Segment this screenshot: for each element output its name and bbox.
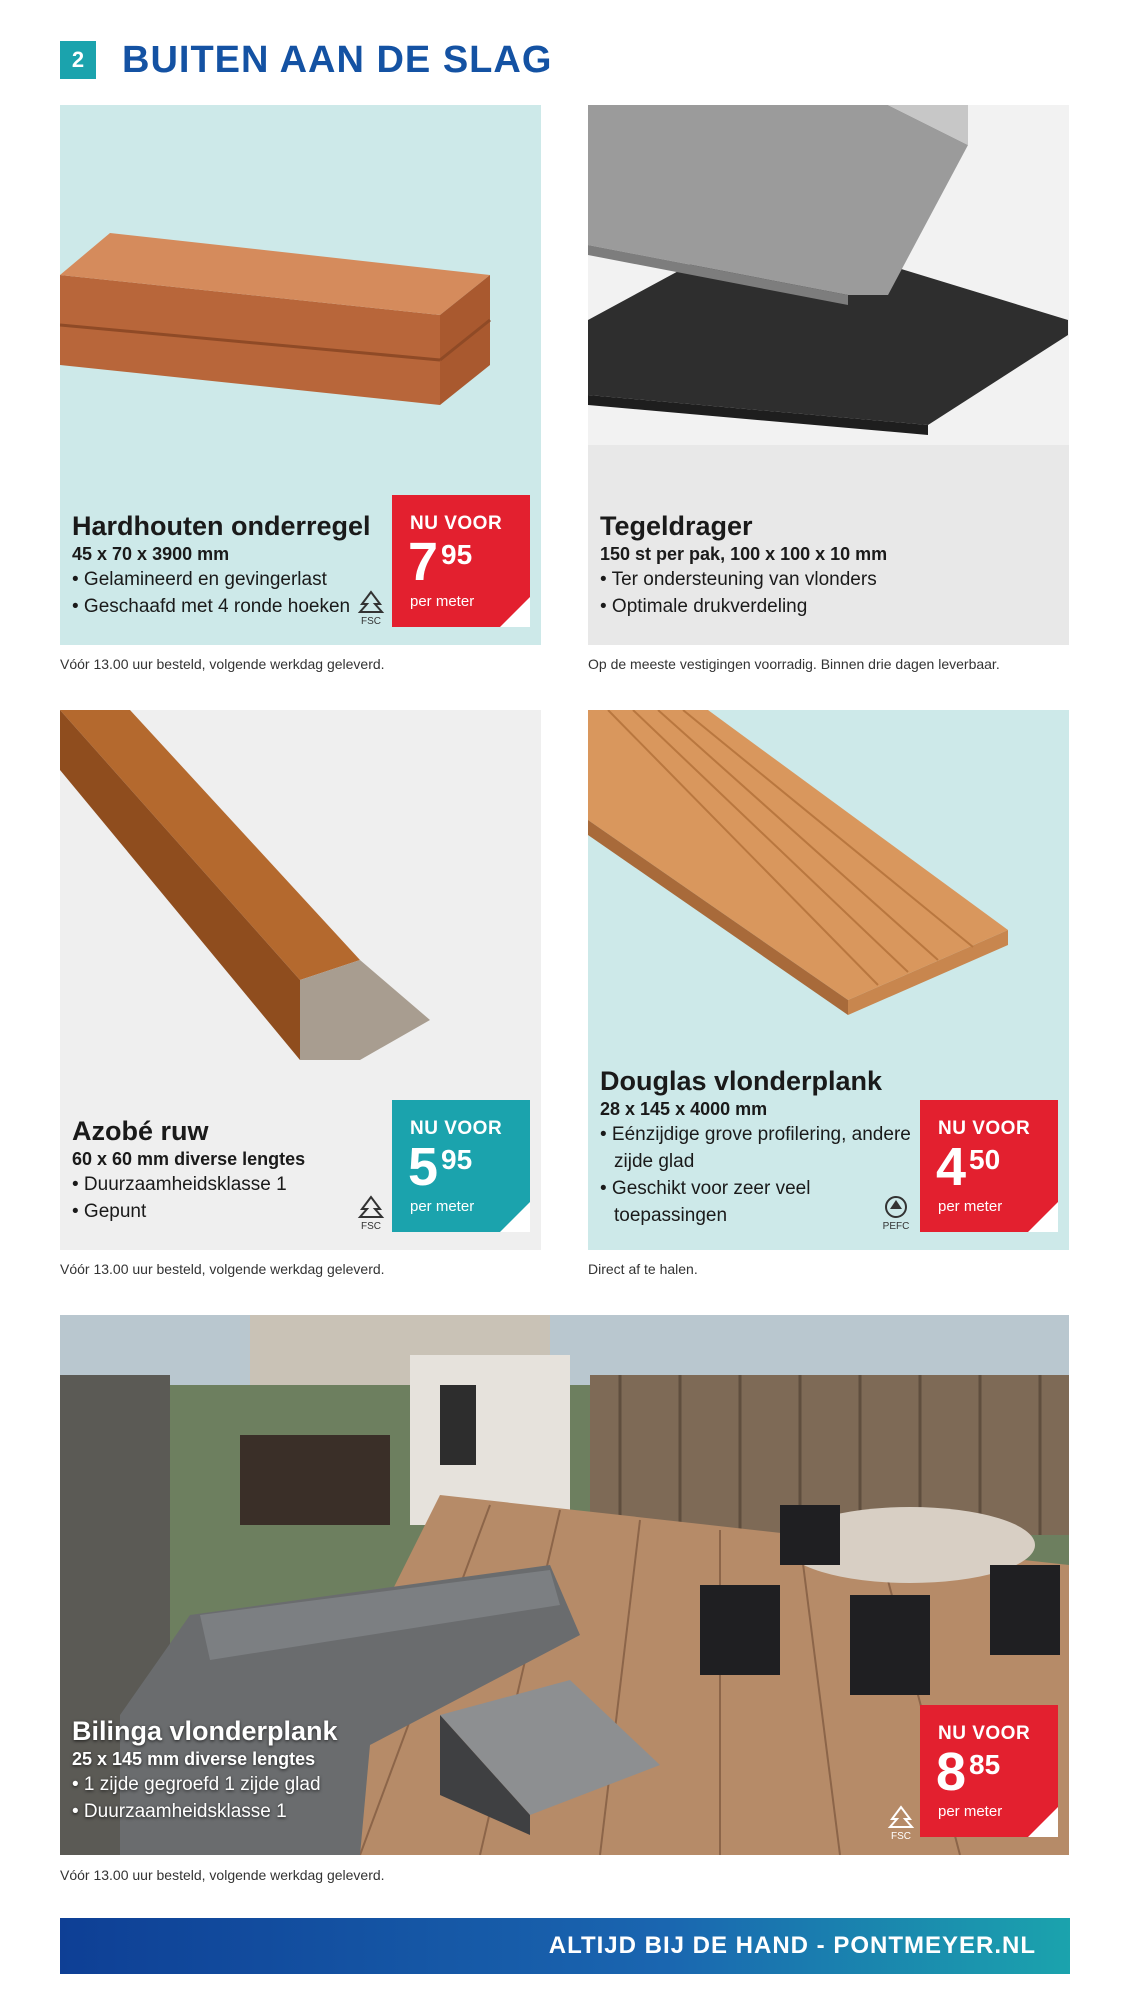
footer-banner[interactable] xyxy=(60,1918,1070,1974)
product-name: Tegeldrager xyxy=(600,511,753,541)
price-unit: per meter xyxy=(410,1198,475,1215)
product-feature: • Duurzaamheidsklasse 1 xyxy=(72,1801,287,1822)
delivery-caption: Direct af te halen. xyxy=(588,1261,698,1277)
footer-text: ALTIJD BIJ DE HAND - PONTMEYER.NL xyxy=(548,1932,1036,1959)
price-label: NU VOOR xyxy=(410,513,503,534)
price-tag xyxy=(392,1100,530,1232)
product-feature: • Eénzijdige grove profilering, andere xyxy=(600,1124,911,1145)
price-euros: 4 xyxy=(936,1137,967,1197)
product-dimensions: 25 x 145 mm diverse lengtes xyxy=(72,1749,316,1769)
product-feature: • Gelamineerd en gevingerlast xyxy=(72,569,327,590)
product-card-tegeldrager[interactable] xyxy=(588,105,1069,645)
delivery-caption: Vóór 13.00 uur besteld, volgende werkdag geleverd. xyxy=(60,1867,385,1883)
fsc-logo-icon xyxy=(353,590,389,630)
price-euros: 5 xyxy=(408,1137,439,1197)
price-cents: 95 xyxy=(441,539,473,570)
price-unit: per meter xyxy=(938,1803,1003,1820)
azobe-post-image xyxy=(60,710,541,1080)
tile-support-image xyxy=(588,105,1069,445)
delivery-caption: Vóór 13.00 uur besteld, volgende werkdag geleverd. xyxy=(60,656,385,672)
fsc-label: FSC xyxy=(361,616,381,627)
product-card-bilinga[interactable] xyxy=(60,1315,1069,1855)
fsc-logo-icon xyxy=(883,1805,919,1845)
delivery-caption: Op de meeste vestigingen voorradig. Binnen drie dagen leverbaar. xyxy=(588,656,1000,672)
product-feature: • Geschaafd met 4 ronde hoeken xyxy=(72,596,351,617)
product-feature: • Optimale drukverdeling xyxy=(600,596,808,617)
price-unit: per meter xyxy=(938,1198,1003,1215)
fsc-label: FSC xyxy=(361,1221,381,1232)
product-feature: zijde glad xyxy=(614,1151,695,1172)
product-feature: toepassingen xyxy=(614,1205,728,1226)
product-card-azobe[interactable] xyxy=(60,710,541,1250)
price-cents: 50 xyxy=(969,1144,1001,1175)
fsc-logo-icon xyxy=(353,1195,389,1235)
product-name: Hardhouten onderregel xyxy=(72,511,371,541)
price-tag xyxy=(920,1705,1058,1837)
product-feature: • Geschikt voor zeer veel xyxy=(600,1178,811,1199)
product-feature: • Duurzaamheidsklasse 1 xyxy=(72,1174,287,1195)
price-tag xyxy=(920,1100,1058,1232)
product-card-douglas[interactable] xyxy=(588,710,1069,1250)
douglas-decking-image xyxy=(588,710,1069,1050)
page-number: 2 xyxy=(60,41,96,79)
price-unit: per meter xyxy=(410,593,475,610)
product-name: Azobé ruw xyxy=(72,1116,209,1146)
price-cents: 85 xyxy=(969,1749,1001,1780)
pefc-logo-icon xyxy=(878,1195,914,1235)
page-title: BUITEN AAN DE SLAG xyxy=(122,38,553,81)
product-dimensions: 60 x 60 mm diverse lengtes xyxy=(72,1149,306,1169)
product-feature: • Gepunt xyxy=(72,1201,147,1222)
price-label: NU VOOR xyxy=(938,1723,1031,1744)
page-header xyxy=(60,40,552,80)
pefc-label: PEFC xyxy=(882,1221,910,1232)
fsc-label: FSC xyxy=(891,1831,911,1842)
price-euros: 7 xyxy=(408,532,439,592)
delivery-caption: Vóór 13.00 uur besteld, volgende werkdag geleverd. xyxy=(60,1261,385,1277)
product-dimensions: 45 x 70 x 3900 mm xyxy=(72,544,230,564)
product-feature: • Ter ondersteuning van vlonders xyxy=(600,569,877,590)
price-cents: 95 xyxy=(441,1144,473,1175)
product-card-hardhouten[interactable] xyxy=(60,105,541,645)
hardwood-beam-image xyxy=(60,105,541,445)
price-label: NU VOOR xyxy=(410,1118,503,1139)
product-name: Bilinga vlonderplank xyxy=(72,1716,338,1746)
price-label: NU VOOR xyxy=(938,1118,1031,1139)
price-euros: 8 xyxy=(936,1742,967,1802)
product-feature: • 1 zijde gegroefd 1 zijde glad xyxy=(72,1774,321,1795)
product-name: Douglas vlonderplank xyxy=(600,1066,883,1096)
product-dimensions: 150 st per pak, 100 x 100 x 10 mm xyxy=(600,544,888,564)
product-dimensions: 28 x 145 x 4000 mm xyxy=(600,1099,768,1119)
price-tag xyxy=(392,495,530,627)
